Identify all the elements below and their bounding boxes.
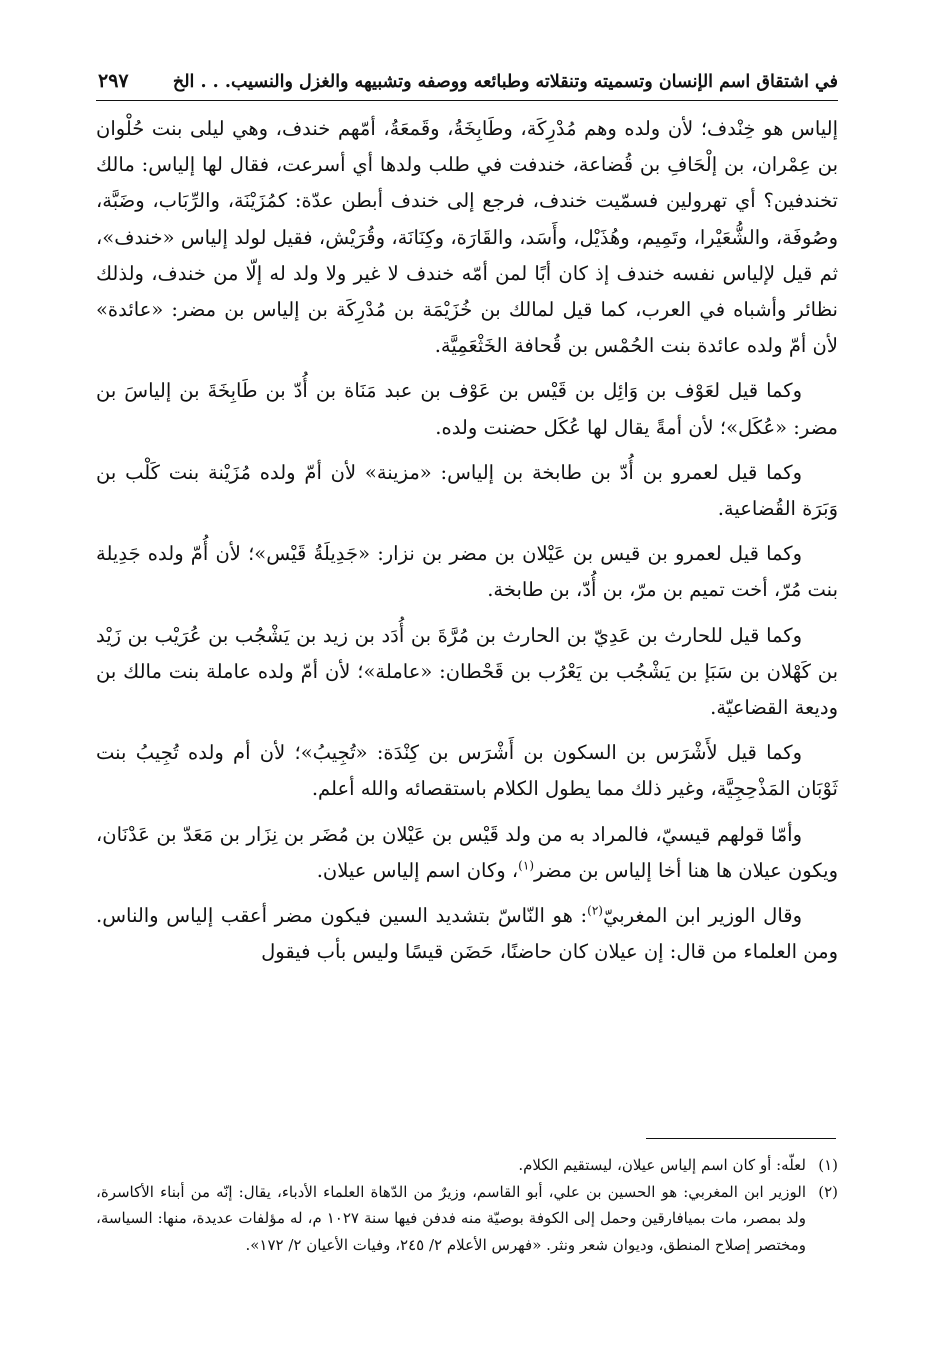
paragraph — [96, 898, 838, 970]
paragraph-text: ، وكان اسم إلياس عيلان. — [316, 858, 519, 882]
footnotes — [96, 1152, 838, 1258]
body-text — [96, 111, 838, 970]
footnote-ref: (١) — [518, 858, 534, 873]
footnote-number: (١) — [818, 1156, 838, 1174]
paragraph: إلياس هو خِنْدف؛ لأن ولده وهم مُدْرِكَة، وطَابِخَةُ، وقَمعَةُ، أمّهم خندف، وهي ليلى بنت حُلْوان بن عِمْران، بن إلْحَافِ بن قُضاعة، خندفت في طلب ولدها أي أسرعت، فقال لها إلياس: مالك تخندفين؟ أي تهرولين فسمّيت خندف، فرجع إلى خندف أبطن عدّة: كمُزَيْنَة، والرِّبَاب، وضَبَّة، وصُوفَة، والشُّعَيْرا، وتَمِيم، وهُذَيْل، وأَسَد، والقَارَة، وكِنَانَة، وقُرَيْش، فقيل لولد إلياس «خندف»، ثم قيل لإلياس نفسه خندف إذ كان أبًا لمن أمّه خندف لا غير ولا ولد له إلّا من خندف، ولذلك نظائر وأشباه في العرب، كما قيل لمالك بن خُزَيْمَة بن مُدْرِكَة بن إلياس بن مضر: «عائدة» لأن أمّ ولده عائدة بنت الحُمْس بن قُحافة الخَثْعَمِيَّة. — [96, 117, 838, 358]
footnote — [96, 1152, 838, 1179]
paragraph: وكما قيل لعمرو بن قيس بن عَيْلان بن مضر بن نزار: «جَدِيلَةُ قَيْس»؛ لأن أُمّ ولده جَدِيلة بنت مُرّ، أخت تميم بن مرّ، بن أُدّ، بن طابخة. — [96, 542, 838, 602]
paragraph-text: وأمّا قولهم قيسيّ، فالمراد به من ولد قَيْس بن عَيْلان بن مُضَر بن نِزَار بن مَعَدّ بن عَدْنَان، ويكون عيلان ها هنا أخا إلياس بن مضر — [96, 822, 838, 882]
page-number: ٢٩٧ — [98, 70, 129, 92]
paragraph: وكما قيل لعَوْف بن وَائِل بن قَيْس بن عَوْف بن عبد مَنَاة بن أُدّ بن طَابِخَةَ بن إلياسَ بن مضر: «عُكَل»؛ لأن أمةً يقال لها عُكَل حضنت ولده. — [96, 379, 838, 439]
footnote-number: (٢) — [818, 1182, 838, 1201]
footnote — [96, 1179, 838, 1259]
page — [96, 62, 838, 979]
running-header — [96, 62, 838, 101]
footnote-divider — [646, 1138, 836, 1139]
paragraph-text: وقال الوزير ابن المغربيّ — [602, 904, 802, 928]
paragraph: وكما قيل لعمرو بن أُدّ بن طابخة بن إلياس: «مزينة» لأن أمّ ولده مُزَيْنة بنت كَلْب بن وَبَرَة القُضاعية. — [96, 460, 838, 521]
paragraph-text: : هو النّاسّ بتشديد السين فيكون مضر أعقب إلياس والناس. ومن العلماء من قال: إن عيلان كان حاضنًا، حَضَن قيسًا وليس بأب فيقول — [96, 904, 838, 964]
paragraph: وكما قيل للحارث بن عَدِيّ بن الحارث بن مُرَّةَ بن أُدَد بن زيد بن يَشْجُب بن عُرَيْب بن زَيْد بن كَهْلان بن سَبَإ بن يَشْجُب بن يَعْرُب بن قَحْطان: «عاملة»؛ لأن أمّ ولده عاملة بنت مالك بن وديعة القضاعيّة. — [96, 623, 838, 720]
footnote-text: لعلّه: أو كان اسم إلياس عيلان، ليستقيم الكلام. — [518, 1156, 806, 1174]
paragraph — [96, 817, 838, 889]
paragraph: وكما قيل لأَشْرَس بن السكون بن أَشْرَس بن كِنْدَة: «تُجِيبُ»؛ لأن أم ولده تُجِيبُ بنت ثَوْبَان المَذْحِجِيَّة، وغير ذلك مما يطول الكلام باستقصائه والله أعلم. — [96, 741, 838, 801]
running-title: في اشتقاق اسم الإنسان وتسميته وتنقلاته وطبائعه ووصفه وتشبيهه والغزل والنسيب. . . الخ — [172, 72, 838, 92]
footnote-ref: (٢) — [587, 903, 603, 918]
footnote-text: الوزير ابن المغربي: هو الحسين بن علي، أبو القاسم، وزيرٌ من الدّهاة العلماء الأدباء، يقال: إنّه من أبناء الأكاسرة، ولد بمصر، مات بميافارقين وحمل إلى الكوفة بوصيّة منه فدفن فيها سنة ١٠٢٧ م، له مؤلفات عديدة، منها: السياسة، ومختصر إصلاح المنطق، وديوان شعر ونثر. «فهرس الأعلام ٢/ ٢٤٥، وفيات الأعيان ٢/ ١٧٢». — [96, 1182, 806, 1254]
